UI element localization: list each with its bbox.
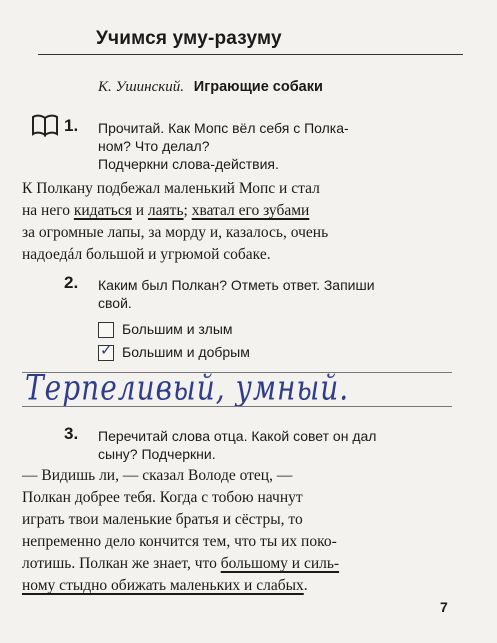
underlined-action-word: лаять	[147, 202, 184, 219]
text-line	[22, 178, 452, 200]
text-span: К Полкану подбежал маленький Мопс и стал	[22, 180, 320, 197]
answer-option[interactable]	[98, 321, 233, 338]
checkbox-checked[interactable]	[98, 341, 114, 361]
open-book-icon	[31, 113, 59, 137]
text-span: лотишь. Полкан же знает, что	[22, 555, 217, 572]
section-title: Учимся уму-разуму	[96, 28, 282, 49]
answer-option[interactable]	[98, 341, 250, 361]
task-3-line: Перечитай слова отца. Какой совет он дал	[98, 428, 377, 444]
task-2-instructions	[98, 276, 375, 312]
text-line: за огромные лапы, за морду и, казалось, очень	[22, 224, 329, 241]
task-1-line: Подчеркни слова-действия.	[98, 156, 279, 172]
task-1-line: Прочитай. Как Мопс вёл себя с Полка-	[98, 120, 349, 136]
text-span: на него	[22, 202, 70, 219]
header-rule	[38, 54, 463, 55]
option-label: Большим и добрым	[122, 344, 250, 360]
task-3-number: 3.	[64, 424, 79, 443]
task-2-line: свой.	[98, 295, 132, 311]
story-heading	[98, 79, 323, 96]
task-1-line: ном? Что делал?	[98, 138, 210, 154]
checkmark-icon: ✓	[100, 341, 113, 360]
story-author: К. Ушинский.	[98, 79, 185, 95]
text-line: надоедáл большой и угрюмой собаке.	[22, 246, 271, 263]
text-span: .	[303, 577, 308, 594]
underlined-action-word: хватал его зубами	[191, 202, 310, 219]
task-2-line: Каким был Полкан? Отметь ответ. Запиши	[98, 277, 375, 293]
task-3-line: сыну? Подчеркни.	[98, 446, 216, 462]
underlined-action-word: кидаться	[73, 202, 132, 219]
text-line	[22, 553, 452, 575]
task-1-number: 1.	[64, 116, 79, 135]
text-span: ;	[183, 202, 188, 219]
task-3-instructions	[98, 427, 376, 463]
text-span: и	[135, 202, 145, 219]
underlined-advice: большому и силь-	[220, 555, 340, 572]
page-number: 7	[440, 599, 448, 615]
text-line: непременно дело кончится тем, что ты их поко-	[22, 533, 337, 550]
father-speech-text	[22, 465, 452, 597]
writing-line-bottom	[22, 406, 452, 407]
task-1-instructions	[98, 119, 349, 173]
story-text	[22, 178, 452, 266]
task-2-number: 2.	[64, 273, 79, 292]
text-line	[22, 200, 452, 222]
text-line: Полкан добрее тебя. Когда с тобою начнут	[22, 489, 303, 506]
text-line	[22, 575, 452, 597]
checkbox-unchecked[interactable]	[98, 322, 114, 338]
option-label: Большим и злым	[122, 321, 233, 337]
page-header	[38, 28, 463, 50]
text-line: играть твои маленькие братья и сёстры, то	[22, 511, 303, 528]
handwritten-answer: Терпеливый, умный.	[25, 367, 350, 409]
story-title: Играющие собаки	[193, 79, 323, 95]
text-line: — Видишь ли, — сказал Володе отец, —	[22, 467, 293, 484]
underlined-advice: ному стыдно обижать маленьких и слабых	[22, 577, 304, 594]
